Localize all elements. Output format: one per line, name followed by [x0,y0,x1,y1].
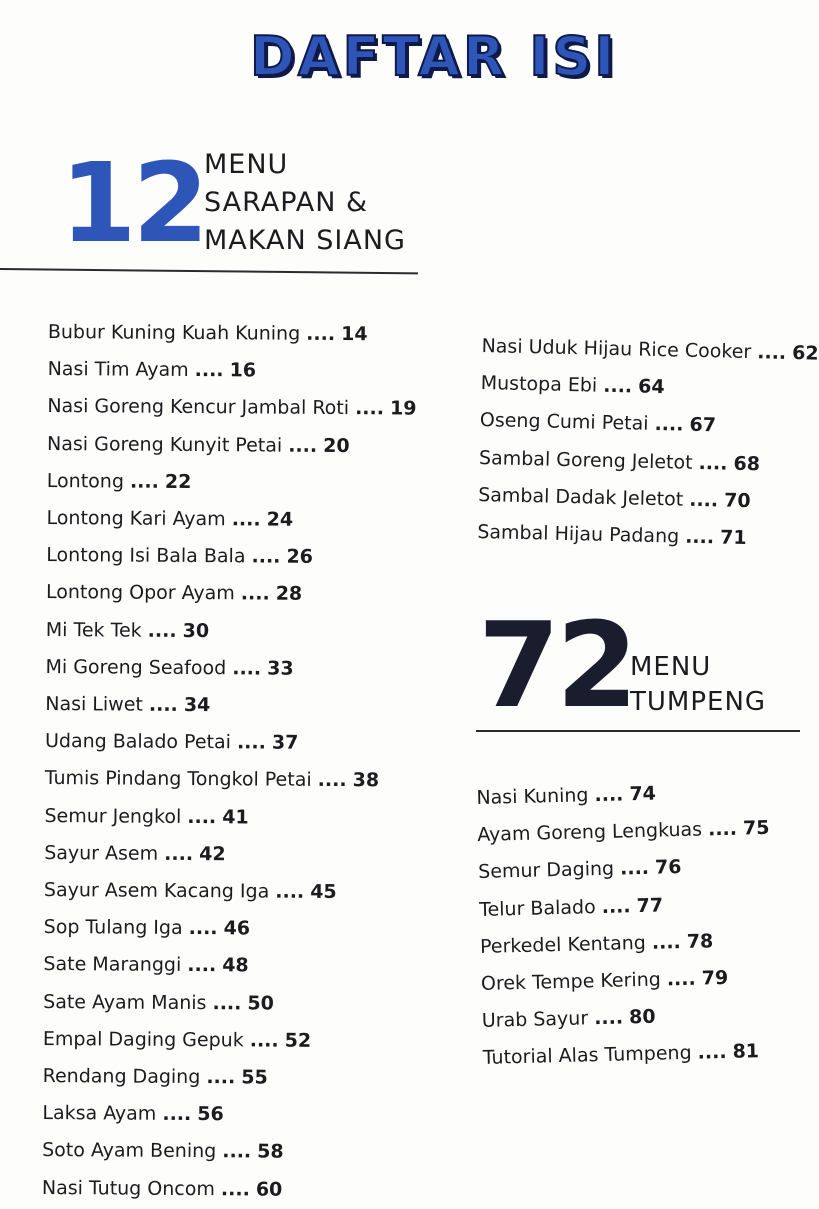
toc-entry-dots: .... [240,582,270,605]
toc-entry-title: Lontong Kari Ayam [46,507,226,531]
toc-entry-dots: .... [206,1066,236,1089]
toc-entry-page-number: 80 [628,1005,656,1029]
toc-entry-title: Sate Ayam Manis [43,990,207,1014]
toc-entry-title: Nasi Tutug Oncom [41,1176,215,1200]
toc-entry-title: Nasi Kuning [476,784,589,809]
toc-entry-dots: .... [232,657,262,680]
toc-entry [47,426,416,466]
toc-entry-page-number: 75 [742,817,770,840]
toc-entry-dots: .... [698,451,728,475]
toc-entry [42,1170,411,1209]
toc-entry-dots: .... [603,374,633,398]
toc-entry-title: Orek Tempe Kering [480,968,662,995]
toc-entry-dots: .... [619,857,650,880]
toc-entry-dots: .... [288,434,318,457]
toc-entry-dots: .... [666,967,696,991]
toc-entry-dots: .... [707,817,738,841]
toc-entry-dots: .... [187,954,217,977]
toc-entry-title: Sambal Dadak Jeletot [477,483,684,511]
toc-entry-title: Sayur Asem Kacang Iga [43,879,270,903]
toc-entry-title: Lontong Opor Ayam [45,581,235,605]
toc-entry-page-number: 34 [183,693,211,717]
section-1-label-line: SARAPAN & [204,187,369,218]
toc-entry-page-number: 74 [629,782,657,806]
toc-entry-title: Perkedel Kentang [479,931,647,958]
toc-entry-title: Udang Balado Petai [44,730,232,754]
page-title: DAFTAR ISI [250,25,618,88]
toc-entry [477,810,770,854]
toc-entry-page-number: 45 [310,880,337,904]
section-1-list-left [42,314,417,1209]
toc-entry-title: Sate Maranggi [43,953,182,977]
toc-entry [44,872,413,912]
toc-entry-page-number: 62 [791,342,819,365]
toc-entry-dots: .... [164,842,194,865]
toc-entry-page-number: 64 [637,375,665,399]
toc-entry-title: Semur Daging [477,858,615,884]
toc-entry-title: Mustopa Ebi [480,372,598,397]
toc-entry [47,351,416,391]
toc-entry-page-number: 55 [241,1066,268,1089]
toc-entry-page-number: 41 [222,805,249,829]
section-2-label-line: MENU [630,652,712,682]
toc-entry-dots: .... [231,508,261,531]
toc-entry-page-number: 19 [389,397,417,420]
toc-entry [42,1132,411,1172]
toc-entry [482,1033,775,1077]
toc-entry-title: Nasi Goreng Kunyit Petai [47,432,283,457]
toc-entry [43,1021,412,1061]
toc-entry [46,612,415,652]
toc-entry-title: Nasi Goreng Kencur Jambal Roti [47,395,350,420]
toc-entry-title: Sambal Hijau Padang [477,520,680,548]
toc-entry-dots: .... [212,991,242,1015]
toc-entry-dots: .... [689,488,719,512]
toc-entry-page-number: 70 [723,489,751,512]
toc-entry-dots: .... [147,619,177,642]
toc-entry-page-number: 14 [341,323,368,346]
section-2-label-line: TUMPENG [630,687,767,717]
toc-entry-dots: .... [593,1006,624,1030]
section-1-number: 12 [60,139,206,267]
toc-entry [45,649,414,689]
toc-entry-dots: .... [129,470,159,493]
toc-entry-dots: .... [697,1041,727,1065]
toc-entry-title: Sayur Asem [44,841,159,865]
toc-entry-page-number: 24 [266,508,294,531]
toc-entry-dots: .... [148,693,178,716]
toc-entry-title: Telur Balado [478,895,596,921]
toc-entry-page-number: 42 [199,842,226,866]
toc-entry-title: Soto Ayam Bening [42,1139,217,1163]
toc-entry-page-number: 58 [257,1140,284,1164]
toc-entry-page-number: 20 [323,434,350,457]
toc-entry-page-number: 30 [182,619,210,642]
toc-entry-title: Nasi Tim Ayam [47,358,189,382]
toc-entry-page-number: 52 [284,1029,312,1052]
toc-entry-page-number: 56 [197,1103,224,1126]
toc-entry [44,798,413,838]
toc-entry-dots: .... [249,1029,279,1052]
toc-entry [47,463,416,503]
toc-entry [47,388,416,428]
section-1-list-right [477,328,819,559]
section-2-list [476,773,775,1078]
toc-entry-dots: .... [275,880,305,903]
section-1-label-line: MAKAN SIANG [204,225,406,256]
toc-entry-dots: .... [306,322,336,346]
toc-entry-page-number: 60 [255,1178,283,1201]
toc-entry-page-number: 77 [636,894,664,917]
toc-entry-page-number: 67 [689,414,717,437]
toc-entry-dots: .... [222,1140,252,1163]
section-2-divider [476,730,800,732]
toc-entry-dots: .... [162,1103,192,1126]
toc-entry [44,909,413,949]
toc-entry-dots: .... [251,545,281,568]
toc-entry-page-number: 26 [286,545,314,569]
toc-entry-page-number: 81 [732,1040,760,1064]
toc-entry [42,1095,411,1135]
toc-entry-title: Oseng Cumi Petai [479,409,649,436]
toc-entry-title: Mi Goreng Seafood [45,655,227,680]
section-1-divider [0,268,418,274]
toc-entry-dots: .... [220,1177,250,1201]
section-2-number: 72 [478,596,635,734]
toc-entry [477,514,815,559]
toc-entry-title: Laksa Ayam [42,1102,157,1126]
toc-entry-title: Semur Jengkol [44,804,182,828]
toc-entry-dots: .... [187,805,217,828]
toc-entry-title: Sop Tulang Iga [43,916,183,940]
toc-entry-title: Nasi Liwet [45,693,143,716]
toc-entry [46,500,415,540]
toc-entry-dots: .... [355,397,385,420]
toc-entry [46,574,415,614]
toc-entry [44,835,413,875]
toc-entry [43,946,412,986]
toc-entry [46,537,415,577]
toc-entry [48,314,417,354]
toc-entry-dots: .... [651,930,682,954]
toc-entry [45,760,414,800]
toc-entry-dots: .... [317,769,347,792]
toc-entry-page-number: 68 [733,452,761,475]
toc-entry [45,723,414,763]
toc-entry-page-number: 78 [686,930,714,953]
toc-entry-page-number: 71 [719,526,747,550]
section-1-label-line: MENU [204,149,289,180]
toc-entry-title: Lontong [46,469,125,493]
toc-entry-title: Ayam Goreng Lengkuas [477,818,703,847]
toc-entry-dots: .... [654,413,684,436]
toc-entry-page-number: 38 [352,769,380,792]
toc-entry [43,984,412,1024]
toc-entry-page-number: 22 [164,470,192,493]
toc-entry-page-number: 50 [247,992,274,1015]
toc-entry-page-number: 16 [229,359,257,382]
toc-entry-dots: .... [194,359,224,382]
toc-entry-title: Tumis Pindang Tongkol Petai [44,767,312,792]
toc-entry-dots: .... [236,731,266,754]
toc-entry-dots: .... [594,783,624,807]
toc-entry-page-number: 28 [275,583,303,606]
section-2-label [630,650,766,720]
toc-entry [43,1058,412,1098]
toc-entry-title: Bubur Kuning Kuah Kuning [47,320,301,345]
toc-entry-page-number: 76 [654,856,682,880]
toc-entry-page-number: 46 [223,917,251,940]
toc-entry-page-number: 79 [701,966,729,990]
toc-entry-dots: .... [684,525,715,549]
toc-entry-page-number: 33 [267,657,294,680]
toc-entry-page-number: 37 [271,731,299,754]
toc-entry-title: Nasi Uduk Hijau Rice Cooker [481,334,752,364]
toc-entry-title: Urab Sayur [481,1007,589,1033]
toc-entry-title: Sambal Goreng Jeletot [478,446,693,474]
toc-entry-page-number: 48 [222,954,249,977]
section-1-label [204,146,406,260]
toc-entry-title: Mi Tek Tek [45,618,142,642]
toc-entry-title: Tutorial Alas Tumpeng [482,1042,692,1070]
toc-entry-title: Lontong Isi Bala Bala [46,544,246,568]
toc-entry-title: Empal Daging Gepuk [42,1027,244,1052]
toc-entry-dots: .... [757,341,787,364]
toc-entry-dots: .... [601,894,631,918]
toc-entry-title: Rendang Daging [42,1065,201,1089]
toc-entry [45,686,414,726]
toc-entry-dots: .... [188,917,218,940]
